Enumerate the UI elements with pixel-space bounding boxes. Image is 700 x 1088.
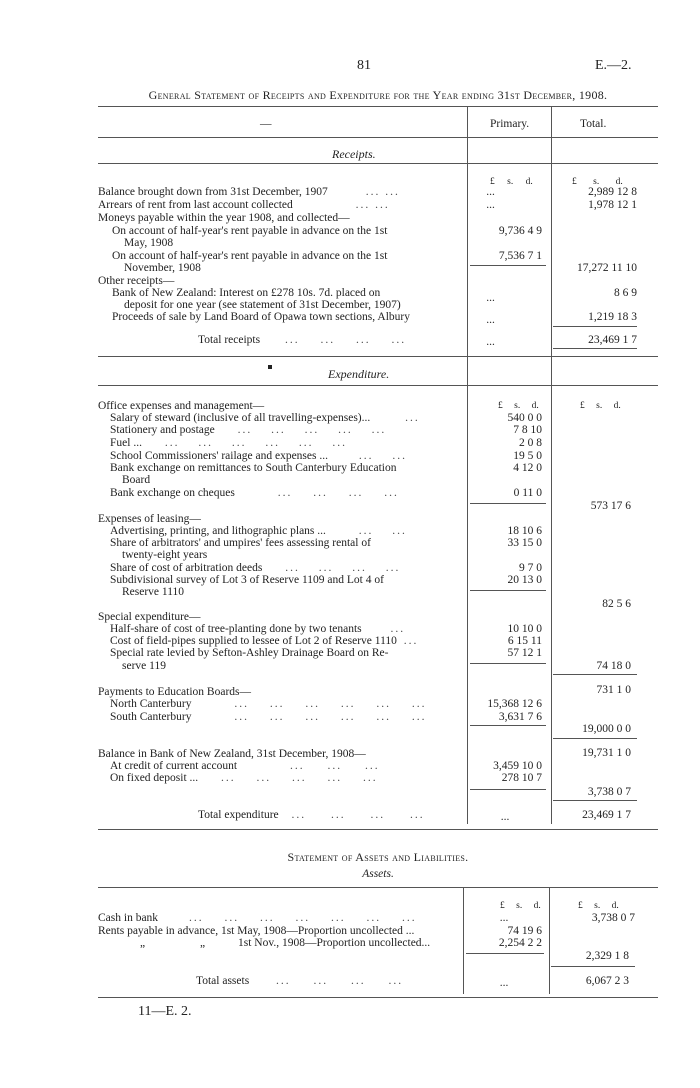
- ditto-marks: „ „: [140, 937, 206, 949]
- assets-primary-rule: [463, 887, 464, 994]
- primary-subtotal-rule: [470, 265, 546, 266]
- special-item: Half-share of cost of tree-planting done by two tenants ...: [110, 623, 406, 635]
- office-item: Salary of steward (inclusive of all travelling-expenses)... ...: [110, 412, 420, 424]
- education-total: 19,000 0 0: [582, 723, 631, 735]
- assets-top-rule: [98, 887, 658, 888]
- assets-bottom-rule: [98, 997, 658, 998]
- receipt-line: On account of half-year's rent payable in advance on the 1st: [112, 225, 388, 237]
- primary-currency-header: £ s. d.: [498, 401, 539, 411]
- special-primary: 6 15 11: [507, 635, 542, 647]
- balance-primary: 3,459 10 0: [493, 760, 542, 772]
- total-column-rule: [551, 106, 552, 824]
- total-receipts-label: Total receipts ... ... ... ...: [198, 334, 407, 346]
- receipt-primary: ...: [486, 199, 495, 211]
- asset-total: 3,738 0 7: [591, 912, 635, 924]
- bullet-mark: [268, 365, 272, 369]
- office-primary: 4 12 0: [513, 462, 542, 474]
- total-expenditure-label: Total expenditure ... ... ... ...: [198, 809, 425, 821]
- total-assets-value: 6,067 2 3: [585, 975, 629, 987]
- asset-line: 1st Nov., 1908—Proportion uncollected...: [238, 937, 431, 949]
- receipts-total-bottom-rule: [553, 348, 637, 349]
- leasing-primary: 9 7 0: [519, 562, 542, 574]
- leasing-primary: 18 10 6: [507, 525, 542, 537]
- page-footer: 11—E. 2.: [138, 1004, 192, 1019]
- desc-column-header: —: [260, 118, 272, 130]
- asset-primary: 2,254 2 2: [498, 937, 542, 949]
- receipt-line: On account of half-year's rent payable in advance on the 1st: [112, 250, 388, 262]
- leasing-item: twenty-eight years: [122, 549, 208, 561]
- education-primary: 15,368 12 6: [487, 698, 542, 710]
- leasing-item: Share of cost of arbitration deeds ... ... ... ...: [110, 562, 401, 574]
- assets-total-rule: [549, 887, 550, 994]
- education-item: South Canterbury ... ... ... ... ... ...: [110, 711, 427, 723]
- receipt-primary: ...: [486, 292, 495, 304]
- balance-item: At credit of current account ... ... ...: [110, 760, 380, 772]
- office-item: Stationery and postage ... ... ... ... ...: [110, 424, 387, 436]
- receipts-heading: Receipts.: [332, 147, 376, 161]
- total-assets-primary: ...: [499, 977, 509, 989]
- total-currency-header: £ s. d.: [580, 401, 621, 411]
- office-primary: 0 11 0: [513, 487, 542, 499]
- expenditure-heading: Expenditure.: [328, 367, 390, 381]
- page-title: General Statement of Receipts and Expenditure for the Year ending 31st December, 1908.: [148, 88, 608, 102]
- total-currency-header: £ s. d.: [572, 177, 623, 187]
- total-column-header: Total.: [580, 118, 607, 130]
- receipt-line: deposit for one year (see statement of 31st December, 1907): [124, 299, 401, 311]
- receipt-total: 17,272 11 10: [577, 262, 637, 274]
- receipt-line: Proceeds of sale by Land Board of Opawa town sections, Albury: [112, 311, 410, 323]
- education-item: North Canterbury ... ... ... ... ... ...: [110, 698, 427, 710]
- asset-line: Cash in bank ... ... ... ... ... ... ...: [98, 912, 417, 924]
- receipt-total: 1,978 12 1: [588, 199, 637, 211]
- office-item: School Commissioners' railage and expenses ... ... ...: [110, 450, 407, 462]
- leasing-item: Share of arbitrators' and umpires' fees assessing rental of: [110, 537, 371, 549]
- assets-total-rule-line: [551, 966, 635, 967]
- expenditure-rule: [98, 385, 658, 386]
- special-primary: 57 12 1: [507, 647, 542, 659]
- assets-statement-title: Statement of Assets and Liabilities.: [287, 850, 469, 864]
- receipt-line: Moneys payable within the year 1908, and collected—: [98, 212, 350, 224]
- primary-currency-header: £ s. d.: [490, 177, 533, 187]
- office-primary: 2 0 8: [519, 437, 542, 449]
- total-receipts-value: 23,469 1 7: [588, 334, 637, 346]
- balance-primary: 278 10 7: [501, 772, 542, 784]
- special-total-rule: [553, 674, 637, 675]
- receipt-total: 2,989 12 8: [588, 186, 637, 198]
- receipt-primary: ...: [486, 314, 495, 326]
- receipt-line: May, 1908: [124, 237, 174, 249]
- primary-currency-header: £ s. d.: [500, 901, 541, 911]
- total-assets-label: Total assets ... ... ... ...: [196, 975, 404, 987]
- office-total: 573 17 6: [590, 500, 631, 512]
- office-item: Fuel ... ... ... ... ... ... ...: [110, 437, 347, 449]
- office-item: Board: [122, 474, 151, 486]
- receipts-total-rule: [553, 326, 637, 327]
- asset-primary: 74 19 6: [507, 925, 542, 937]
- special-section-title: Special expenditure—: [98, 611, 201, 623]
- special-item: Special rate levied by Sefton-Ashley Drainage Board on Re-: [110, 647, 389, 659]
- receipt-line: Bank of New Zealand: Interest on £278 10s. 7d. placed on: [112, 287, 381, 299]
- receipt-line: Balance brought down from 31st December, 1907 ... ...: [98, 186, 400, 198]
- balance-subtotal-above: 19,731 1 0: [582, 747, 631, 759]
- leasing-subtotal-rule: [470, 590, 546, 591]
- education-primary: 3,631 7 6: [498, 711, 542, 723]
- total-receipts-primary: ...: [486, 336, 495, 348]
- office-section-title: Office expenses and management—: [98, 400, 265, 412]
- leasing-total: 82 5 6: [602, 598, 631, 610]
- leasing-primary: 20 13 0: [507, 574, 542, 586]
- balance-section-title: Balance in Bank of New Zealand, 31st December, 1908—: [98, 748, 366, 760]
- special-subtotal-rule: [470, 663, 546, 664]
- balance-subtotal-rule: [470, 789, 546, 790]
- leasing-item: Reserve 1110: [122, 586, 185, 598]
- receipt-line: Arrears of rent from last account collected ... ...: [98, 199, 390, 211]
- leasing-primary: 33 15 0: [507, 537, 542, 549]
- receipt-primary: 9,736 4 9: [498, 225, 542, 237]
- table-bottom-rule: [98, 829, 658, 830]
- expenditure-top-rule: [98, 356, 658, 357]
- receipt-line: November, 1908: [124, 262, 201, 274]
- receipt-line: Other receipts—: [98, 275, 175, 287]
- assets-heading: Assets.: [362, 868, 394, 880]
- special-primary: 10 10 0: [507, 623, 542, 635]
- leasing-item: Advertising, printing, and lithographic plans ... ... ...: [110, 525, 407, 537]
- assets-subtotal-rule: [466, 953, 544, 954]
- education-subtotal-rule: [470, 725, 546, 726]
- special-item: Cost of field-pipes supplied to lessee of Lot 2 of Reserve 1110 ...: [110, 635, 419, 647]
- page-number: 81: [357, 58, 371, 73]
- leasing-item: Subdivisional survey of Lot 3 of Reserve 1109 and Lot 4 of: [110, 574, 384, 586]
- total-expenditure-primary: ...: [500, 811, 510, 823]
- receipt-primary: 7,536 7 1: [498, 250, 542, 262]
- balance-item: On fixed deposit ... ... ... ... ... ...: [110, 772, 378, 784]
- education-subtotal-above: 731 1 0: [596, 684, 631, 696]
- special-item: serve 119: [122, 660, 166, 672]
- table-top-rule: [98, 106, 658, 107]
- page-code: E.—2.: [595, 58, 632, 73]
- receipts-rule: [98, 163, 658, 164]
- receipt-total: 8 6 9: [614, 287, 637, 299]
- total-currency-header: £ s. d.: [578, 901, 619, 911]
- special-total: 74 18 0: [596, 660, 631, 672]
- office-item: Bank exchange on cheques ... ... ... ...: [110, 487, 399, 499]
- education-total-rule: [553, 738, 637, 739]
- leasing-section-title: Expenses of leasing—: [98, 513, 201, 525]
- education-section-title: Payments to Education Boards—: [98, 686, 251, 698]
- table-header-rule: [98, 137, 658, 138]
- total-expenditure-value: 23,469 1 7: [582, 809, 631, 821]
- primary-column-header: Primary.: [490, 118, 530, 130]
- asset-line: Rents payable in advance, 1st May, 1908—Proportion uncollected ...: [98, 925, 415, 937]
- receipt-primary: ...: [486, 186, 495, 198]
- receipt-total: 1,219 18 3: [588, 311, 637, 323]
- office-primary: 7 8 10: [513, 424, 542, 436]
- office-primary: 19 5 0: [513, 450, 542, 462]
- office-subtotal-rule: [470, 503, 546, 504]
- balance-total: 3,738 0 7: [587, 786, 631, 798]
- asset-primary: ...: [499, 912, 509, 924]
- office-primary: 540 0 0: [507, 412, 542, 424]
- asset-total: 2,329 1 8: [585, 950, 629, 962]
- balance-total-rule: [553, 800, 637, 801]
- office-item: Bank exchange on remittances to South Canterbury Education: [110, 462, 397, 474]
